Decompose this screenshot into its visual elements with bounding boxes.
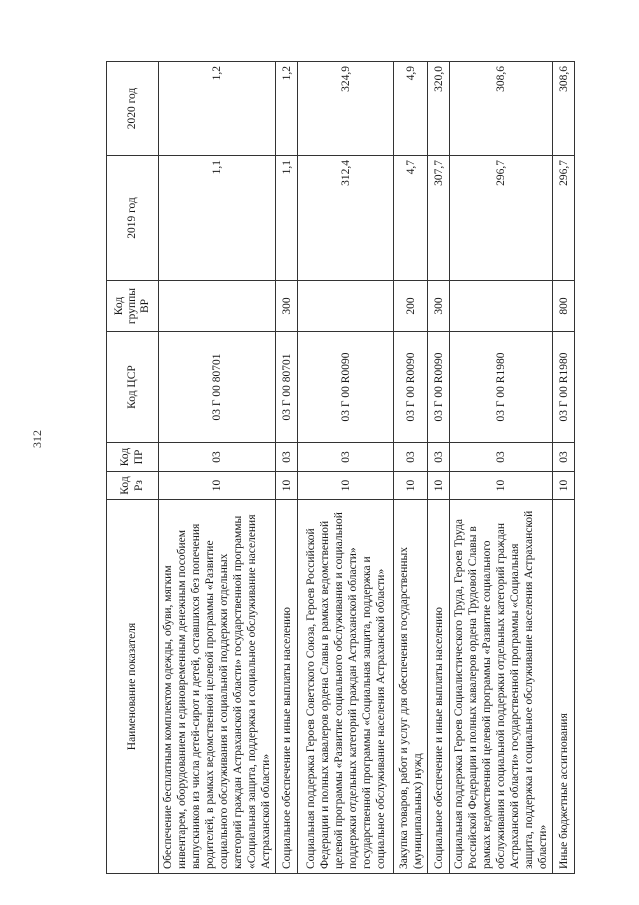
row-rz: 10 (276, 472, 298, 500)
header-pr: Код ПР (107, 443, 159, 472)
row-2020: 320,0 (428, 62, 450, 156)
row-2020: 4,9 (394, 62, 428, 156)
row-name: Иные бюджетные ассигнования (553, 500, 575, 874)
row-2019: 296,7 (450, 156, 553, 281)
row-name: Закупка товаров, работ и услуг для обеспечения государственных (муниципальных) нужд (394, 500, 428, 874)
row-rz: 10 (394, 472, 428, 500)
row-csr: 03 Г 00 R0090 (428, 332, 450, 443)
row-2019: 4,7 (394, 156, 428, 281)
row-csr: 03 Г 00 R1980 (553, 332, 575, 443)
table-row (450, 62, 553, 874)
row-name: Обеспечение бесплатным комплектом одежды, обуви, мягким инвентарем, оборудованием и единовременным денежным пособием выпускников из числа детей-сирот и детей, оставшихся без попечения родителей, в рамках ведомственной целевой программы «Развитие социального обслуживания и социальной поддержки отдельных категорий граждан Астраханской области» государственной программы «Социальная защита, поддержка и социальное обслуживание населения Астраханской области» (159, 500, 276, 874)
row-2020: 308,6 (450, 62, 553, 156)
row-2019: 312,4 (298, 156, 394, 281)
table-header-row (107, 62, 159, 874)
row-rz: 10 (553, 472, 575, 500)
row-2020: 324,9 (298, 62, 394, 156)
row-rz: 10 (159, 472, 276, 500)
row-2020: 1,2 (276, 62, 298, 156)
row-vr (298, 281, 394, 332)
row-pr: 03 (428, 443, 450, 472)
row-2020: 308,6 (553, 62, 575, 156)
table-row (159, 62, 276, 874)
row-vr: 800 (553, 281, 575, 332)
row-csr: 03 Г 00 80701 (276, 332, 298, 443)
row-2019: 296,7 (553, 156, 575, 281)
header-2020: 2020 год (107, 62, 159, 156)
header-csr: Код ЦСР (107, 332, 159, 443)
row-rz: 10 (298, 472, 394, 500)
row-pr: 03 (276, 443, 298, 472)
table-row (428, 62, 450, 874)
header-vr: Код группы ВР (107, 281, 159, 332)
row-pr: 03 (159, 443, 276, 472)
row-pr: 03 (394, 443, 428, 472)
row-vr: 200 (394, 281, 428, 332)
row-2019: 1,1 (276, 156, 298, 281)
row-csr: 03 Г 00 R0090 (298, 332, 394, 443)
row-vr: 300 (428, 281, 450, 332)
row-vr (450, 281, 553, 332)
table-row (394, 62, 428, 874)
table-row (553, 62, 575, 874)
header-2019: 2019 год (107, 156, 159, 281)
row-csr: 03 Г 00 R1980 (450, 332, 553, 443)
page-number: 312 (30, 430, 44, 448)
table-row (276, 62, 298, 874)
row-csr: 03 Г 00 R0090 (394, 332, 428, 443)
row-rz: 10 (450, 472, 553, 500)
row-pr: 03 (553, 443, 575, 472)
row-name: Социальная поддержка Героев Социалистического Труда, Героев Труда Российской Федерации и полных кавалеров ордена Трудовой Славы в рамках ведомственной целевой программы «Развитие социального обслуживания и социальной поддержки отдельных категорий граждан Астраханской области» государственной программы «Социальная защита, поддержка и социальное обслуживание населения Астраханской области» (450, 500, 553, 874)
row-rz: 10 (428, 472, 450, 500)
row-name: Социальная поддержка Героев Советского Союза, Героев Российской Федерации и полных кавалеров ордена Славы в рамках ведомственной целевой программы «Развитие социального обслуживания и социальной поддержки отдельных категорий граждан Астраханской области» государственной программы «Социальная защита, поддержка и социальное обслуживание населения Астраханской области» (298, 500, 394, 874)
row-2019: 1,1 (159, 156, 276, 281)
row-2019: 307,7 (428, 156, 450, 281)
header-rz: Код Рз (107, 472, 159, 500)
table-row (298, 62, 394, 874)
budget-table (106, 61, 575, 874)
header-name: Наименование показателя (107, 500, 159, 874)
row-name: Социальное обеспечение и иные выплаты населению (276, 500, 298, 874)
row-vr (159, 281, 276, 332)
row-pr: 03 (298, 443, 394, 472)
row-name: Социальное обеспечение и иные выплаты населению (428, 500, 450, 874)
row-vr: 300 (276, 281, 298, 332)
row-2020: 1,2 (159, 62, 276, 156)
row-csr: 03 Г 00 80701 (159, 332, 276, 443)
rotated-page (106, 62, 570, 874)
row-pr: 03 (450, 443, 553, 472)
